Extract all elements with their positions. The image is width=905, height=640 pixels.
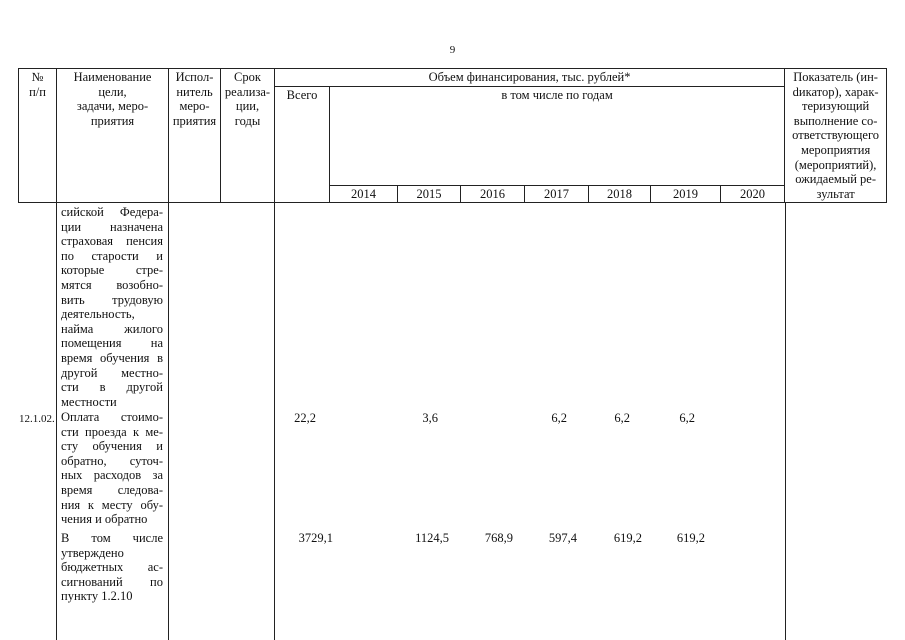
header-executor: Испол- нитель меро- приятия	[169, 69, 221, 203]
header-year-2016: 2016	[461, 185, 525, 203]
header-indicator: Показатель (ин- dикатор), харак- теризующий выполнение со- ответствующего мероприятия (мероприятий), ожидаемый ре- зультат	[785, 69, 887, 203]
row1-2017: 6,2	[551, 411, 567, 425]
row2-2015: 1124,5	[415, 531, 449, 545]
row2-2016: 768,9	[484, 531, 513, 545]
row2-2019: 619,2	[676, 531, 705, 545]
column-rule	[56, 203, 57, 640]
header-by-years: в том числе по годам	[330, 86, 785, 185]
page-number: 9	[449, 44, 456, 56]
header-total: Всего	[275, 86, 330, 203]
continuation-text: сийской Федера- ции назначена страховая пенсия по старости и которые стре- мятся возобно- вить трудовую деятельность, найма жилого помещения на время обучения в другой местно- сти в другой местности	[61, 205, 163, 409]
header-num: № п/п	[19, 69, 57, 203]
header-year-2017: 2017	[525, 185, 589, 203]
column-rule	[785, 203, 786, 640]
row2-2018: 619,2	[613, 531, 642, 545]
header-table	[18, 68, 887, 203]
header-year-2014: 2014	[330, 185, 398, 203]
header-year-2020: 2020	[721, 185, 785, 203]
row1-2019: 6,2	[679, 411, 695, 425]
row1-2015: 3,6	[422, 411, 438, 425]
row2-total: 3729,1	[298, 531, 333, 545]
row1-total: 22,2	[294, 411, 316, 425]
header-year-2019: 2019	[651, 185, 721, 203]
header-year-2018: 2018	[589, 185, 651, 203]
row2-name: В том числе утверждено бюджетных ас- сигнований по пункту 1.2.10	[61, 531, 163, 604]
column-rule	[168, 203, 169, 640]
row2-2017: 597,4	[548, 531, 577, 545]
row1-name: Оплата стоимо- сти проезда к ме- сту обучения и обратно, суточ- ных расходов за время следова- ния к месту обу- чения и обратно	[61, 410, 163, 527]
header-year-2015: 2015	[398, 185, 461, 203]
header-term: Срок реализа- ции, годы	[221, 69, 275, 203]
header-funding: Объем финансирования, тыс. рублей*	[275, 69, 785, 87]
header-name: Наименование цели, задачи, меро- приятия	[57, 69, 169, 203]
row1-2018: 6,2	[614, 411, 630, 425]
row-code: 12.1.02.	[19, 413, 55, 425]
